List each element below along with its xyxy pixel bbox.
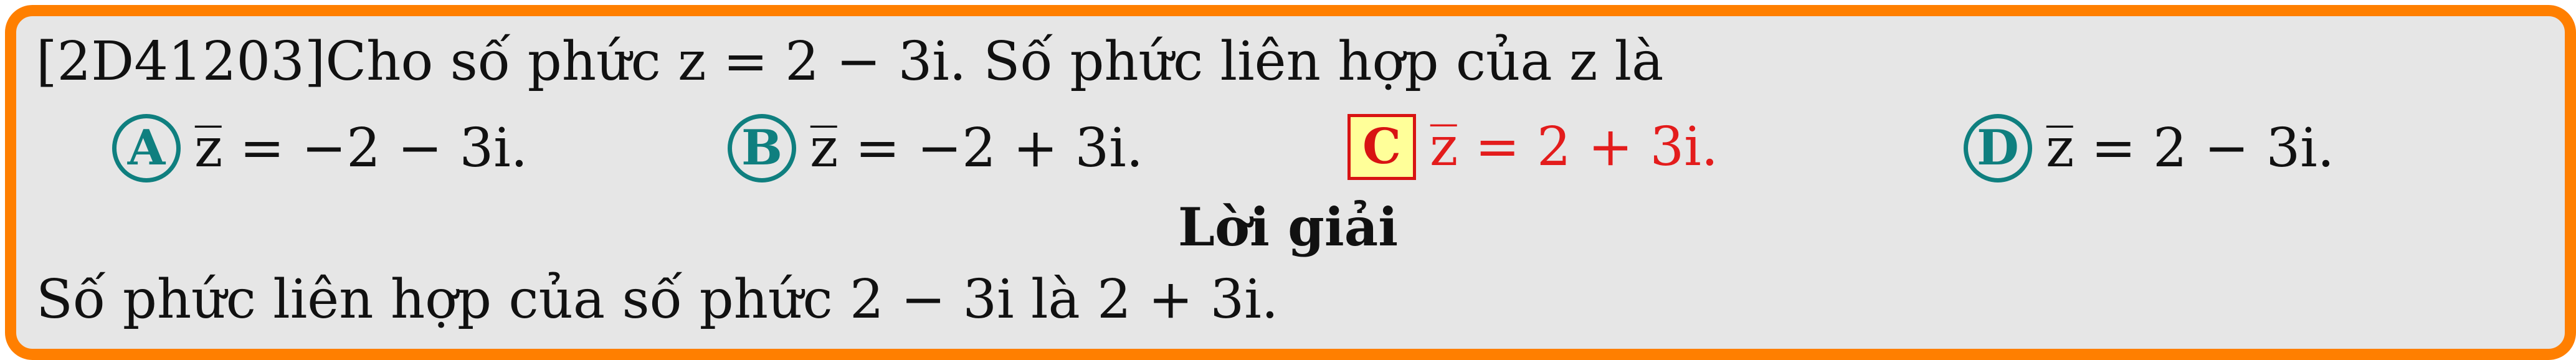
option-c-marker: C — [1347, 114, 1416, 180]
option-c[interactable] — [1347, 114, 1718, 182]
question-text — [36, 31, 1664, 93]
option-c-text: z̅ = 2 + 3i. — [1430, 116, 1719, 178]
option-a-text: z̅ = −2 − 3i. — [194, 117, 528, 179]
option-b-text: z̅ = −2 + 3i. — [810, 117, 1144, 179]
solution-text: Số phức liên hợp của số phức 2 − 3i là 2 + 3i. — [36, 268, 1279, 331]
option-d-text: z̅ = 2 − 3i. — [2046, 117, 2335, 179]
option-d-marker: D — [1964, 114, 2032, 182]
option-a[interactable] — [112, 114, 528, 182]
question-body: Cho số phức z = 2 − 3i. Số phức liên hợp của z là — [325, 31, 1664, 93]
question-code: [2D41203] — [36, 31, 326, 93]
solution-title: Lời giải — [1177, 196, 1399, 258]
option-d[interactable] — [1964, 114, 2334, 182]
option-b[interactable] — [728, 114, 1143, 182]
option-b-marker: B — [728, 114, 796, 182]
option-a-marker: A — [112, 114, 181, 182]
